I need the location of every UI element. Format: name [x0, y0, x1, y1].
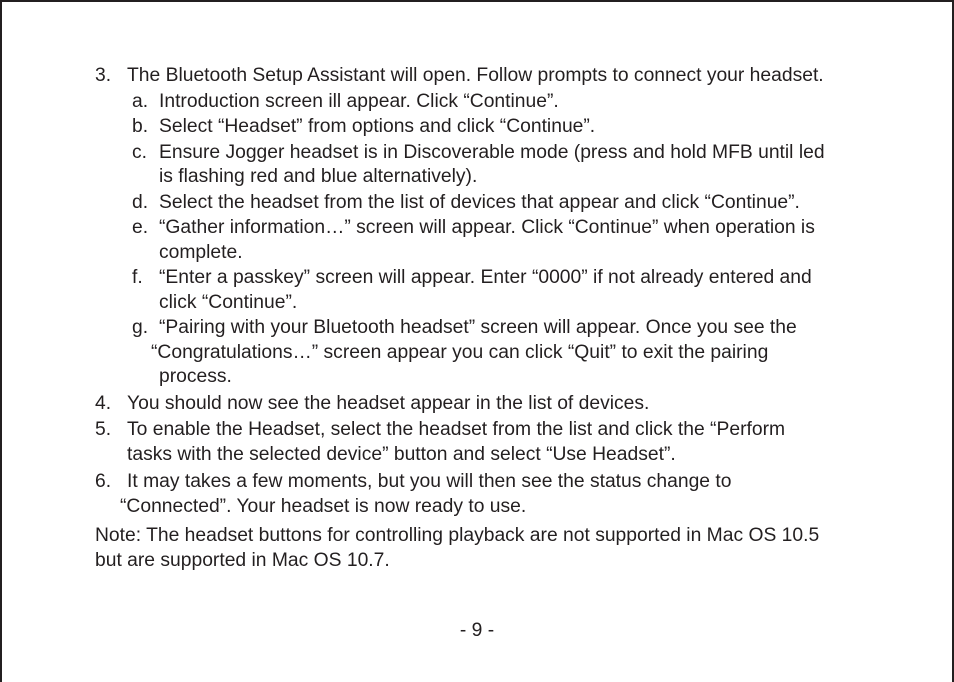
substep-text-line: complete.: [159, 241, 243, 263]
substep-text: Select “Headset” from options and click “Continue”.: [159, 116, 596, 137]
substep-text-line: click “Continue”.: [159, 291, 298, 313]
step-text-line: tasks with the selected device” button and select “Use Headset”.: [127, 443, 676, 465]
substep-letter: b.: [132, 116, 149, 137]
substep-text-line: Ensure Jogger headset is in Discoverable mode (press and hold MFB until led: [159, 141, 825, 163]
step-number: 6.: [95, 471, 112, 492]
step-text: The Bluetooth Setup Assistant will open. Follow prompts to connect your headset.: [127, 65, 824, 86]
substep-text-line: “Congratulations…” screen appear you can click “Quit” to exit the pairing: [151, 341, 769, 363]
substep-text-line: “Pairing with your Bluetooth headset” screen will appear. Once you see the: [159, 317, 797, 338]
substep-c: [132, 141, 895, 190]
substep-letter: g.: [132, 317, 149, 338]
substep-e: [132, 216, 895, 265]
step-6: [95, 470, 895, 519]
substep-text-line: is flashing red and blue alternatively).: [159, 166, 478, 187]
step-3: [95, 64, 895, 390]
note-line: Note: The headset buttons for controlling playback are not supported in Mac OS 10.5: [95, 525, 820, 546]
note: [95, 524, 895, 573]
substep-letter: d.: [132, 191, 149, 213]
step-number: 5.: [95, 419, 112, 440]
step-text-line: “Connected”. Your headset is now ready to use.: [120, 495, 527, 517]
substep-letter: f.: [132, 267, 143, 288]
step-4: [95, 392, 895, 417]
substep-text: Select the headset from the list of devices that appear and click “Continue”.: [159, 191, 800, 213]
step-text-line: To enable the Headset, select the headset from the list and click the “Perform: [127, 419, 786, 440]
substep-text-line: “Gather information…” screen will appear. Click “Continue” when operation is: [159, 217, 815, 238]
substep-b: [132, 115, 895, 140]
instructions-body: [95, 64, 895, 573]
substep-a: [132, 90, 895, 115]
substep-text-line: “Enter a passkey” screen will appear. Enter “0000” if not already entered and: [159, 267, 812, 288]
step-text-line: It may takes a few moments, but you will then see the status change to: [127, 471, 732, 492]
substep-f: [132, 266, 895, 315]
step-5: [95, 418, 895, 467]
step-text: You should now see the headset appear in the list of devices.: [127, 392, 650, 414]
step-number: 3.: [95, 65, 112, 86]
page-number: - 9 -: [459, 620, 495, 641]
substep-text-line: process.: [159, 366, 232, 387]
note-line: but are supported in Mac OS 10.7.: [95, 549, 390, 571]
substep-d: [132, 191, 895, 216]
substep-letter: a.: [132, 90, 149, 112]
substep-list: [132, 90, 895, 390]
substep-g: [132, 316, 895, 390]
substep-text: Introduction screen ill appear. Click “Continue”.: [159, 90, 559, 112]
substep-letter: e.: [132, 217, 149, 238]
step-number: 4.: [95, 392, 112, 414]
substep-letter: c.: [132, 141, 147, 163]
